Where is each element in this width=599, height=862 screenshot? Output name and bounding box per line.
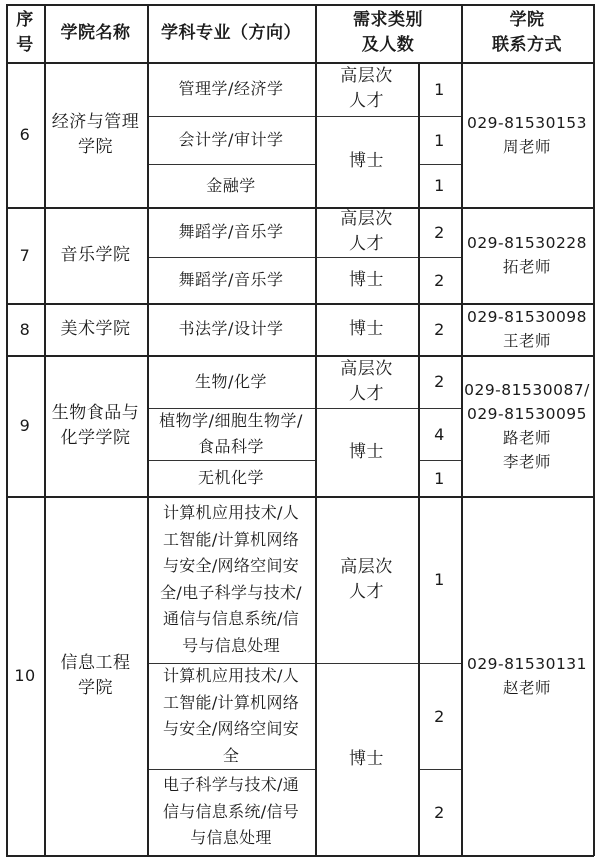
row-index: 6 [19,125,31,144]
demand-count: 1 [434,176,445,195]
demand-count: 2 [434,270,445,290]
demand-category: 博士 [349,441,384,462]
college-name: 美术学院 [60,318,131,339]
college-contact: 029-81530087/ 029-81530095 路老师 李老师 [464,380,590,471]
demand-category: 博士 [349,318,384,339]
demand-category: 高层次 人才 [340,556,393,602]
row-index: 9 [19,416,31,435]
demand-category: 博士 [349,151,384,171]
demand-category: 博士 [349,748,384,769]
major-name: 计算机应用技术/人 工智能/计算机网络 与安全/网络空间安 全/电子科学与技术/ 通信与信息系统/信 号与信息处理 [160,503,302,655]
row-index: 8 [19,319,31,339]
demand-category: 高层次 人才 [340,66,393,111]
table-border-right [593,4,595,856]
demand-count: 2 [434,802,445,822]
table-border-bottom [6,855,594,857]
header-index: 序 号 [16,10,34,55]
demand-category: 博士 [349,269,384,290]
demand-count: 1 [434,130,445,150]
demand-count: 1 [434,570,445,589]
college-contact: 029-81530228 拓老师 [466,234,588,276]
demand-count: 2 [434,706,445,726]
demand-count: 2 [434,372,445,391]
header-contact: 学院 联系方式 [492,10,562,55]
college-name: 经济与管理 学院 [51,111,140,157]
major-name: 计算机应用技术/人 工智能/计算机网络 与安全/网络空间安 全 [162,666,300,765]
major-name: 舞蹈学/音乐学 [178,222,284,241]
major-name: 无机化学 [197,468,264,487]
header-college: 学院名称 [60,22,131,43]
major-name: 植物学/细胞生物学/ 食品科学 [159,411,303,456]
demand-count: 2 [434,222,445,242]
college-contact: 029-81530131 赵老师 [466,654,588,697]
demand-count: 4 [434,424,445,444]
college-name: 信息工程 学院 [60,652,131,698]
row-index: 10 [14,666,36,685]
major-name: 舞蹈学/音乐学 [178,270,284,289]
demand-category: 高层次 人才 [340,358,393,404]
demand-count: 1 [434,79,445,99]
major-name: 管理学/经济学 [178,79,284,98]
major-name: 电子科学与技术/通 信与信息系统/信号 与信息处理 [162,775,300,848]
college-name: 生物食品与 化学学院 [51,402,140,448]
major-name: 生物/化学 [195,371,267,391]
major-name: 金融学 [206,175,256,195]
college-name: 音乐学院 [60,244,131,265]
college-contact: 029-81530153 周老师 [466,113,588,156]
major-name: 会计学/审计学 [178,130,284,149]
row-index: 7 [19,245,31,265]
demand-count: 2 [434,319,445,339]
header-major: 学科专业（方向） [161,22,301,43]
header-demand: 需求类别 及人数 [353,10,423,55]
major-name: 书法学/设计学 [178,319,284,338]
college-contact: 029-81530098 王老师 [466,308,588,350]
demand-count: 1 [434,468,445,488]
demand-category: 高层次 人才 [340,209,393,254]
